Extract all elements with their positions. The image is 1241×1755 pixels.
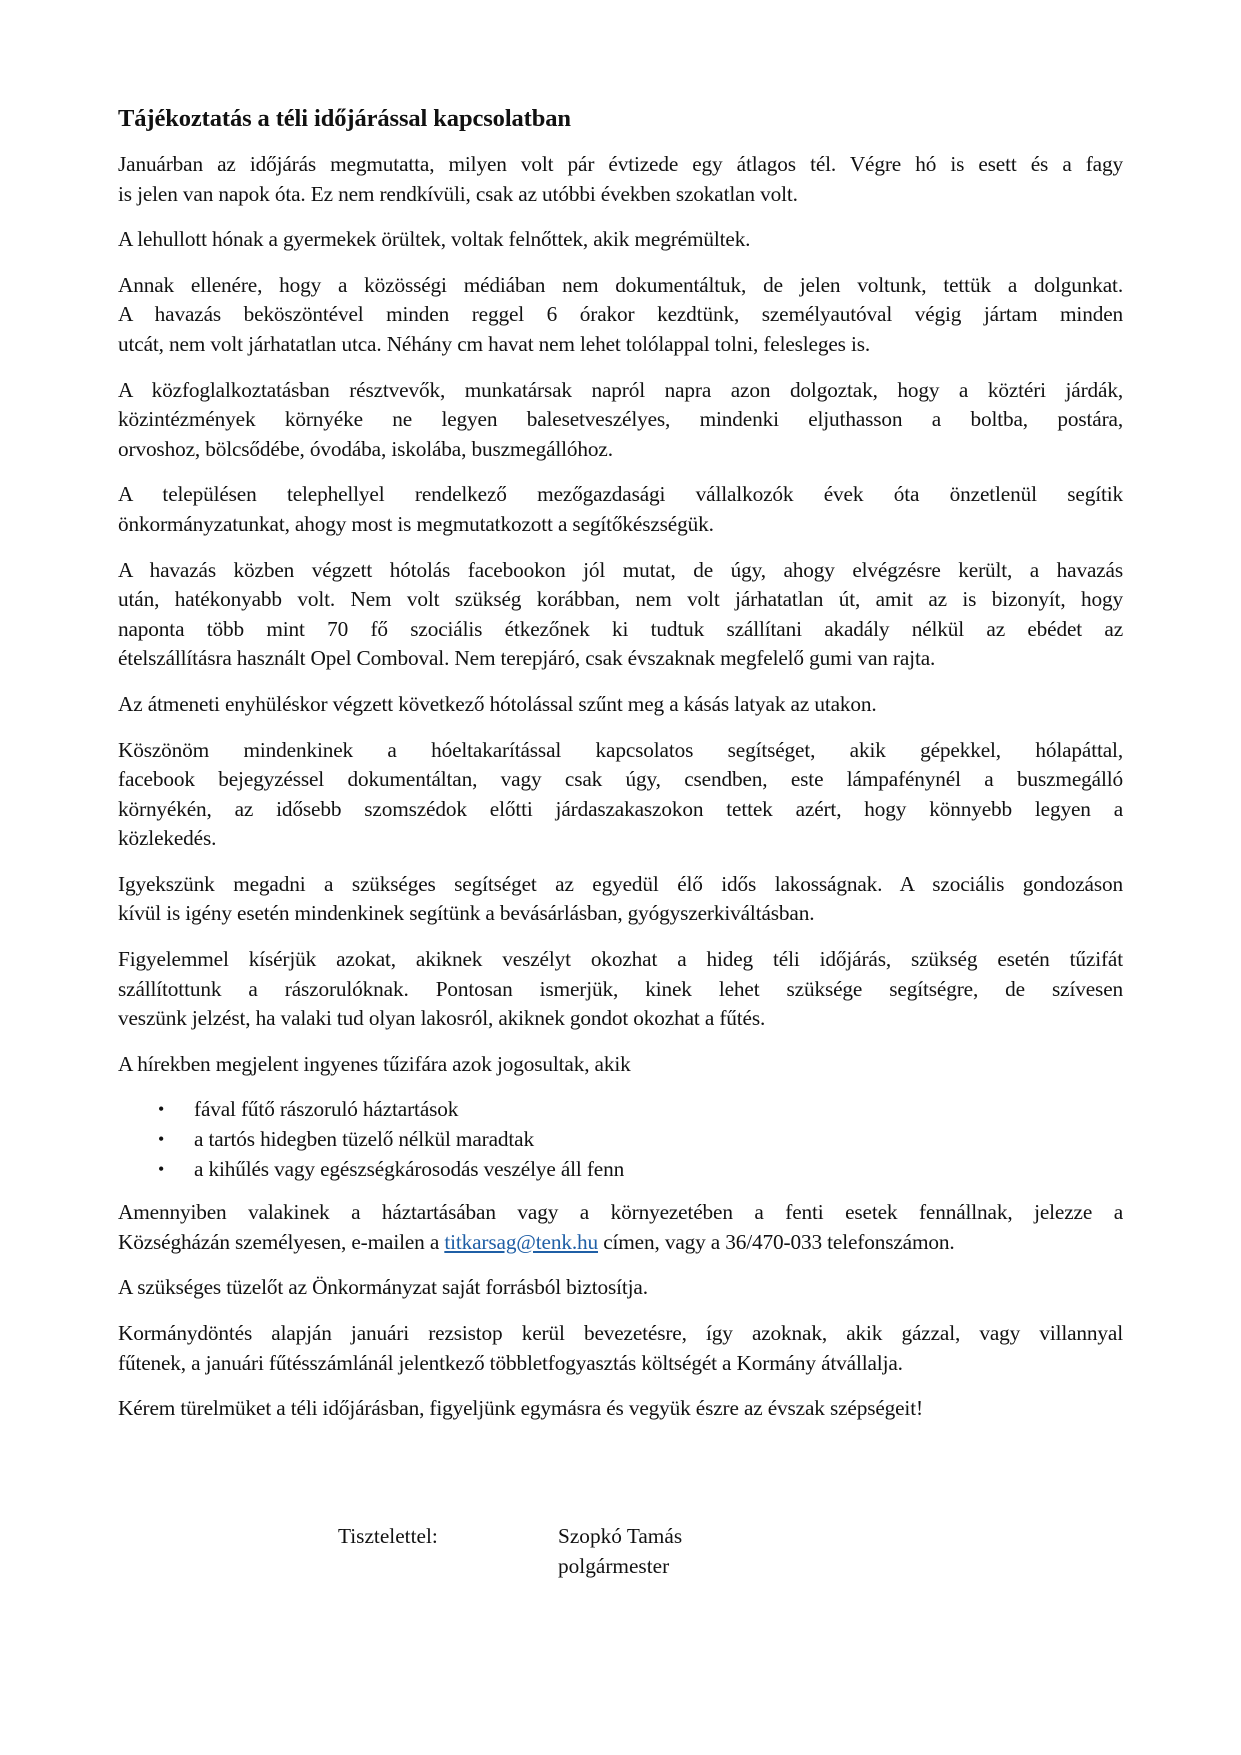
body-paragraphs bbox=[118, 150, 1123, 1079]
list-item bbox=[118, 1155, 1123, 1185]
paragraph bbox=[118, 480, 1123, 539]
paragraph bbox=[118, 376, 1123, 465]
paragraph-line: A szükséges tüzelőt az Önkormányzat saját forrásból biztosítja. bbox=[118, 1275, 648, 1300]
paragraph-line: A közfoglalkoztatásban résztvevők, munkatársak napról napra azon dolgoztak, hogy a köztéri járdák, bbox=[118, 377, 1123, 402]
paragraph-line: naponta több mint 70 fő szociális étkezőnek ki tudtuk szállítani akadály nélkül az ebédet az bbox=[118, 616, 1123, 641]
bullet-icon: • bbox=[158, 1099, 165, 1120]
paragraph bbox=[118, 1273, 1123, 1303]
paragraph-line: Kormánydöntés alapján januári rezsistop kerül bevezetésre, így azoknak, akik gázzal, vagy villannyal bbox=[118, 1321, 1123, 1345]
paragraph bbox=[118, 1319, 1123, 1378]
paragraph-line: facebook bejegyzéssel dokumentáltan, vagy csak úgy, csendben, este lámpafénynél a buszmegálló bbox=[118, 767, 1123, 792]
paragraph-line: A havazás közben végzett hótolás facebookon jól mutat, de úgy, ahogy elvégzésre került, a havazás bbox=[118, 557, 1123, 582]
eligibility-list bbox=[118, 1095, 1123, 1184]
list-item-text: a tartós hidegben tüzelő nélkül maradtak bbox=[194, 1127, 534, 1152]
signature-greeting: Tisztelettel: bbox=[338, 1524, 438, 1548]
paragraph bbox=[118, 690, 1123, 720]
paragraph-line: A lehullott hónak a gyermekek örültek, voltak felnőttek, akik megrémültek. bbox=[118, 227, 751, 252]
bullet-icon: • bbox=[158, 1129, 165, 1150]
paragraph bbox=[118, 556, 1123, 674]
paragraph-line: Figyelemmel kísérjük azokat, akiknek veszélyt okozhat a hideg téli időjárás, szükség esetén tűzifát bbox=[118, 947, 1123, 972]
paragraph-line: A településen telephellyel rendelkező mezőgazdasági vállalkozók évek óta önzetlenül segítik bbox=[118, 482, 1123, 507]
paragraph-line: veszünk jelzést, ha valaki tud olyan lakosról, akiknek gondot okozhat a fűtés. bbox=[118, 1006, 766, 1031]
paragraph-line: közlekedés. bbox=[118, 826, 217, 851]
list-item-text: a kihűlés vagy egészségkárosodás veszélye áll fenn bbox=[194, 1156, 625, 1181]
signature-name: Szopkó Tamás bbox=[558, 1524, 683, 1548]
contact-line-1: Amennyiben valakinek a háztartásában vagy a környezetében a fenti esetek fennállnak, jelezze a bbox=[118, 1200, 1123, 1225]
paragraph-line: Az átmeneti enyhüléskor végzett következő hótolással szűnt meg a kásás latyak az utakon. bbox=[118, 691, 877, 716]
paragraph-line: ételszállításra használt Opel Comboval. Nem terepjáró, csak évszaknak megfelelő gumi van rajta. bbox=[118, 646, 936, 671]
paragraph-line: A havazás beköszöntével minden reggel 6 órakor kezdtünk, személyautóval végig jártam minden bbox=[118, 302, 1123, 327]
bullet-icon: • bbox=[158, 1158, 165, 1179]
paragraph-line: önkormányzatunkat, ahogy most is megmutatkozott a segítőkészségük. bbox=[118, 511, 714, 536]
paragraph-line: A hírekben megjelent ingyenes tűzifára azok jogosultak, akik bbox=[118, 1051, 631, 1076]
contact-text-after: címen, vagy a 36/470-033 telefonszámon. bbox=[598, 1229, 955, 1254]
paragraph-line: fűtenek, a januári fűtésszámlánál jelentkező többletfogyasztás költségét a Kormány átvállalja. bbox=[118, 1350, 903, 1375]
contact-text-before: Községházán személyesen, e-mailen a bbox=[118, 1229, 445, 1254]
contact-paragraph bbox=[118, 1198, 1123, 1257]
list-item bbox=[118, 1125, 1123, 1155]
paragraph-line: szállítottunk a rászorulóknak. Pontosan ismerjük, kinek lehet szüksége segítségre, de szívesen bbox=[118, 976, 1123, 1001]
paragraph-line: Köszönöm mindenkinek a hóeltakarítással kapcsolatos segítséget, akik gépekkel, hólapáttal, bbox=[118, 737, 1123, 762]
paragraph bbox=[118, 150, 1123, 209]
paragraph-line: orvoshoz, bölcsődébe, óvodába, iskolába, buszmegállóhoz. bbox=[118, 436, 613, 461]
paragraph bbox=[118, 1050, 1123, 1080]
list-item-text: fával fűtő rászoruló háztartások bbox=[194, 1097, 459, 1122]
paragraph-line: Januárban az időjárás megmutatta, milyen volt pár évtizede egy átlagos tél. Végre hó is esett és a fagy bbox=[118, 152, 1123, 176]
paragraph-line: környékén, az idősebb szomszédok előtti járdaszakaszokon tettek azért, hogy könnyebb legyen a bbox=[118, 796, 1123, 821]
paragraph-line: közintézmények környéke ne legyen balesetveszélyes, mindenki eljuthasson a boltba, postára, bbox=[118, 407, 1123, 432]
paragraph-line: után, hatékonyabb volt. Nem volt szükség korábban, nem volt járhatatlan út, amit az is bizonyít, hogy bbox=[118, 587, 1123, 612]
list-item bbox=[118, 1095, 1123, 1125]
document-body bbox=[118, 104, 1123, 1578]
paragraph bbox=[118, 1394, 1123, 1424]
paragraph bbox=[118, 225, 1123, 255]
document-title: Tájékoztatás a téli időjárással kapcsolatban bbox=[118, 105, 571, 132]
paragraph bbox=[118, 271, 1123, 360]
email-link[interactable]: titkarsag@tenk.hu bbox=[444, 1229, 599, 1254]
paragraph-line: Igyekszünk megadni a szükséges segítséget az egyedül élő idős lakosságnak. A szociális gondozáson bbox=[118, 871, 1123, 896]
paragraph-line: Annak ellenére, hogy a közösségi médiában nem dokumentáltuk, de jelen voltunk, tettük a dolgunkat. bbox=[118, 272, 1123, 297]
paragraph bbox=[118, 870, 1123, 929]
paragraph bbox=[118, 736, 1123, 854]
paragraph-line: Kérem türelmüket a téli időjárásban, figyeljünk egymásra és vegyük észre az évszak szépségeit! bbox=[118, 1396, 923, 1421]
paragraph-line: kívül is igény esetén mindenkinek segítünk a bevásárlásban, gyógyszerkiváltásban. bbox=[118, 901, 815, 926]
signature-role: polgármester bbox=[558, 1553, 670, 1578]
paragraph-line: utcát, nem volt járhatatlan utca. Néhány cm havat nem lehet tolólappal tolni, felesleges is. bbox=[118, 331, 871, 356]
paragraph bbox=[118, 945, 1123, 1034]
contact-line-2 bbox=[118, 1228, 1123, 1258]
paragraph-line: is jelen van napok óta. Ez nem rendkívüli, csak az utóbbi években szokatlan volt. bbox=[118, 181, 798, 206]
closing-paragraphs bbox=[118, 1273, 1123, 1423]
